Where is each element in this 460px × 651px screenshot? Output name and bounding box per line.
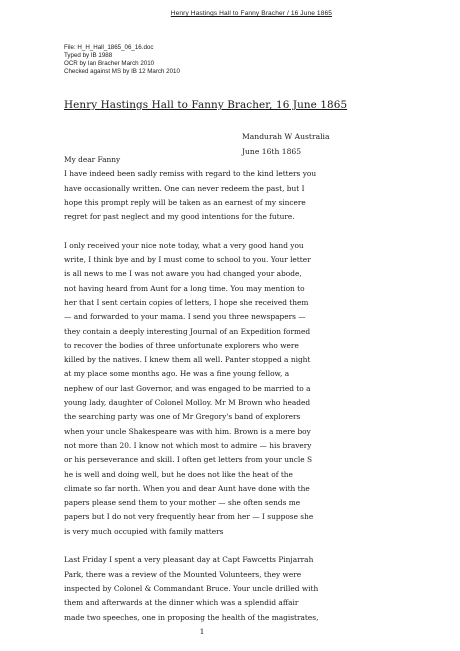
paragraphs	[64, 167, 394, 625]
text-line: papers please send them to your mother — she often sends me	[64, 498, 301, 508]
text-line: I have indeed been sadly remiss with regard to the kind letters you	[64, 169, 317, 179]
text-line: to recover the bodies of three unfortunate explorers who were	[64, 340, 299, 350]
running-header: Henry Hastings Hall to Fanny Bracher / 16 June 1865	[170, 10, 332, 17]
text-line: or his perseverance and skill. I often get letters from your uncle S	[64, 455, 313, 465]
text-line: — and forwarded to your mama. I send you three newspapers —	[64, 312, 306, 322]
text-line: he is well and doing well, but he does not like the heat of the	[64, 469, 293, 479]
text-line: Park, there was a review of the Mounted Volunteers, they were	[64, 569, 302, 579]
text-line: inspected by Colonel & Commandant Bruce. Your uncle drilled with	[64, 583, 319, 593]
text-line: climate so far north. When you and dear Aunt have done with the	[64, 483, 310, 493]
meta-checked: Checked against MS by IB 12 March 2010	[64, 68, 180, 76]
text-line: I only received your nice note today, what a very good hand you	[64, 240, 304, 250]
address-date: June 16th 1865	[242, 147, 302, 156]
text-line: is very much occupied with family matters	[64, 526, 224, 536]
letter-title: Henry Hastings Hall to Fanny Bracher, 16 June 1865	[64, 99, 348, 111]
letter-body	[64, 153, 394, 625]
meta-ocr: OCR by Ian Bracher March 2010	[64, 60, 155, 68]
paragraph	[64, 167, 394, 224]
meta-file: File: H_H_Hall_1865_06_16.doc	[64, 44, 154, 51]
page-number: 1	[199, 627, 205, 636]
text-line: hope this prompt reply will be taken as an earnest of my sincere	[64, 197, 306, 207]
paragraph	[64, 239, 394, 539]
text-line: not having heard from Aunt for a long time. You may mention to	[64, 283, 305, 293]
address-place: Mandurah W Australia	[242, 132, 330, 141]
text-line: Last Friday I spent a very pleasant day at Capt Fawcetts Pinjarrah	[64, 555, 314, 565]
salutation: My dear Fanny	[64, 155, 121, 164]
meta-typed: Typed by IB 1988	[64, 52, 113, 60]
text-line: papers but I do not very frequently hear from her — I suppose she	[64, 512, 314, 522]
text-line: write, I think bye and by I must come to school to you. Your letter	[64, 255, 311, 265]
text-line: have occasionally written. One can never redeem the past, but I	[64, 183, 305, 193]
text-line: when your uncle Shakespeare was with him. Brown is a mere boy	[64, 426, 311, 436]
paragraph-gap	[64, 224, 394, 238]
text-line: not more than 20. I know not which most to admire — his bravery	[64, 440, 312, 450]
paragraph	[64, 553, 394, 624]
text-line: regret for past neglect and my good intentions for the future.	[64, 212, 295, 222]
text-line: at my place some months ago. He was a fine young fellow, a	[64, 369, 290, 379]
file-metadata	[64, 44, 180, 76]
text-line: her that I sent certain copies of letters, I hope she received them	[64, 297, 309, 307]
text-line: nephew of our last Governor, and was engaged to be married to a	[64, 383, 311, 393]
text-line: the searching party was one of Mr Gregory's band of explorers	[64, 412, 301, 422]
text-line: killed by the natives. I knew them all well. Panter stopped a night	[64, 355, 311, 365]
text-line: they contain a deeply interesting Journal of an Expedition formed	[64, 326, 311, 336]
text-line: them and afterwards at the dinner which was a splendid affair	[64, 598, 299, 608]
text-line: is all news to me I was not aware you had changed your abode,	[64, 269, 302, 279]
text-line: young lady, daughter of Colonel Molloy. Mr M Brown who headed	[64, 398, 311, 408]
text-line: made two speeches, one in proposing the health of the magistrates,	[64, 612, 319, 622]
paragraph-gap	[64, 539, 394, 553]
